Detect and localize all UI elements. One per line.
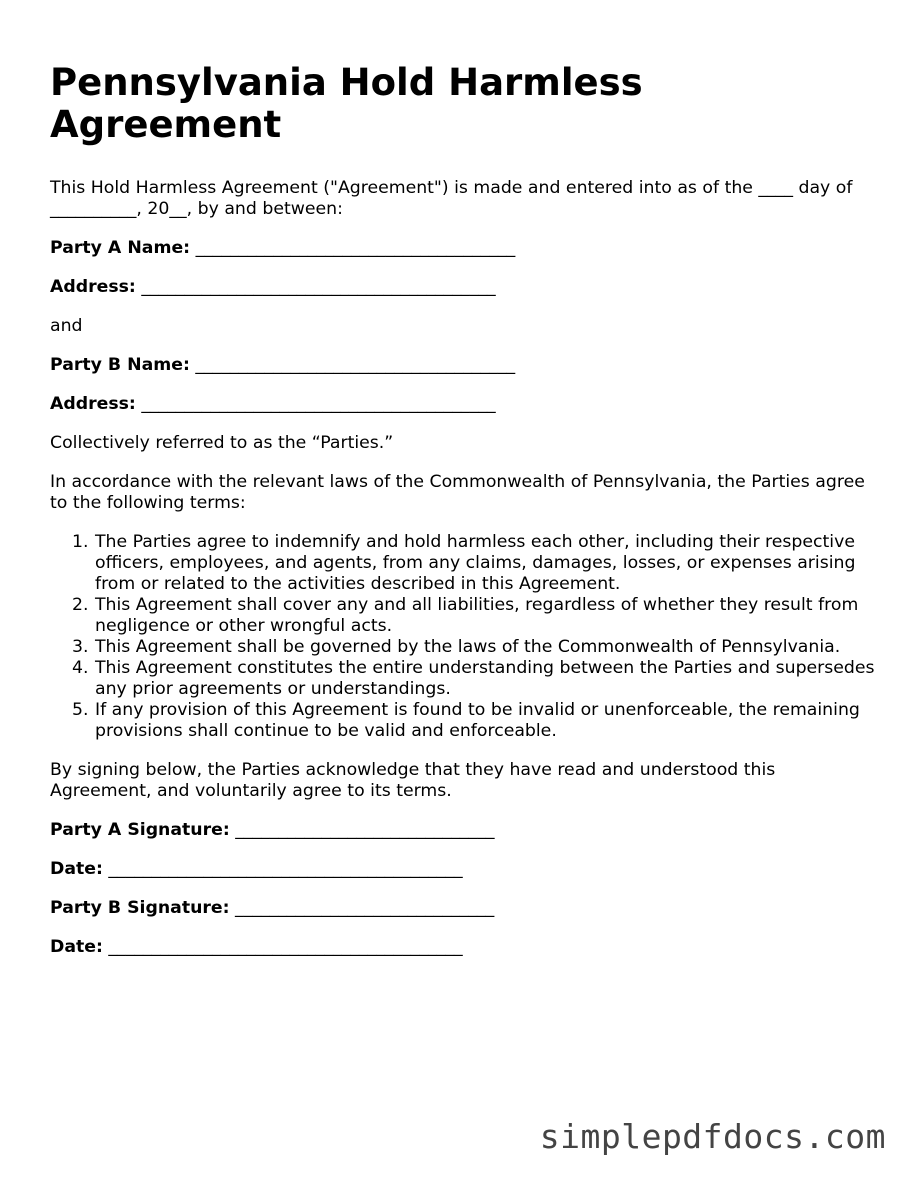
and-text: and: [50, 316, 83, 336]
party-a-name-line: [50, 238, 880, 259]
term-item: 2. This Agreement shall cover any and all liabilities, regardless of whether they result from negligence or other wrongful acts.: [94, 595, 880, 637]
terms-list: [50, 532, 880, 742]
term-item: 5. If any provision of this Agreement is found to be invalid or unenforceable, the remaining provisions shall continue to be valid and enforceable.: [94, 700, 880, 742]
party-a-date-line: [50, 859, 880, 880]
site-watermark: simplepdfdocs.com: [539, 1117, 886, 1156]
party-b-address-line: [50, 394, 880, 415]
party-b-name-line: [50, 355, 880, 376]
party-b-date-label: Date:: [50, 937, 103, 957]
party-a-address-blank: _________________________________________: [141, 277, 496, 297]
document-title: Pennsylvania Hold Harmless Agreement: [50, 61, 643, 146]
party-a-date-blank: _________________________________________: [108, 859, 463, 879]
party-a-signature-label: Party A Signature:: [50, 820, 230, 840]
document-page: [50, 62, 880, 958]
party-b-date-line: [50, 937, 880, 958]
party-b-signature-blank: ______________________________: [235, 898, 495, 918]
party-b-signature-line: [50, 898, 880, 919]
party-b-name-label: Party B Name:: [50, 355, 190, 375]
party-a-date-label: Date:: [50, 859, 103, 879]
party-a-address-label: Address:: [50, 277, 136, 297]
party-b-name-blank: _____________________________________: [195, 355, 516, 375]
accordance-paragraph: In accordance with the relevant laws of the Commonwealth of Pennsylvania, the Parties agree to the following terms:: [50, 472, 865, 513]
party-b-date-blank: _________________________________________: [108, 937, 463, 957]
party-a-signature-line: [50, 820, 880, 841]
intro-paragraph: This Hold Harmless Agreement ("Agreement") is made and entered into as of the ____ day of __________, 20__, by and between:: [50, 178, 853, 219]
party-b-address-label: Address:: [50, 394, 136, 414]
term-item: 4. This Agreement constitutes the entire understanding between the Parties and supersedes any prior agreements or understandings.: [94, 658, 880, 700]
signing-statement: By signing below, the Parties acknowledge that they have read and understood this Agreement, and voluntarily agree to its terms.: [50, 760, 776, 801]
party-a-signature-blank: ______________________________: [235, 820, 495, 840]
term-item: 1. The Parties agree to indemnify and hold harmless each other, including their respective officers, employees, and agents, from any claims, damages, losses, or expenses arising from or related to the activities described in this Agreement.: [94, 532, 880, 595]
party-a-name-blank: _____________________________________: [195, 238, 516, 258]
party-a-name-label: Party A Name:: [50, 238, 191, 258]
party-b-address-blank: _________________________________________: [141, 394, 496, 414]
party-b-signature-label: Party B Signature:: [50, 898, 230, 918]
party-a-address-line: [50, 277, 880, 298]
term-item: 3. This Agreement shall be governed by the laws of the Commonwealth of Pennsylvania.: [94, 637, 880, 658]
collectively-paragraph: Collectively referred to as the “Parties.”: [50, 433, 394, 453]
